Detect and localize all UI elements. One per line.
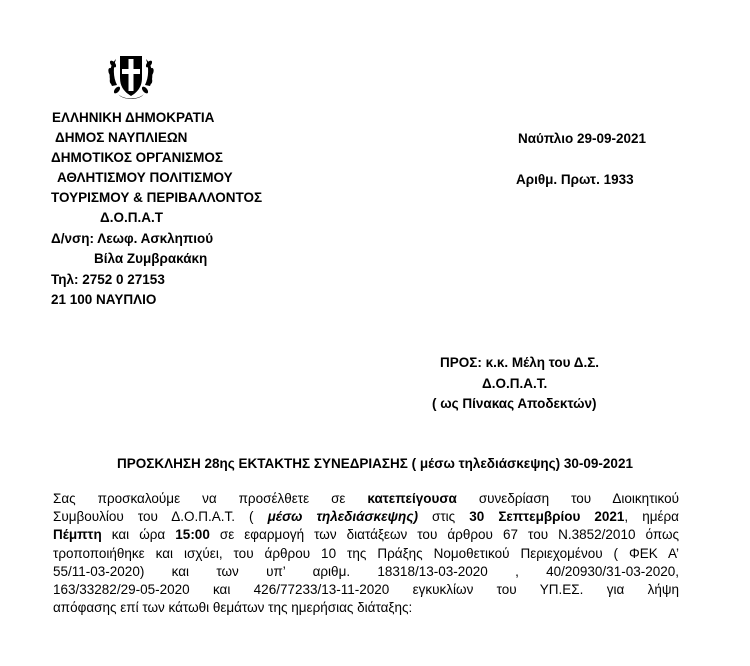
body-text: και ώρα — [101, 527, 176, 543]
body-text: Συμβουλίου του Δ.Ο.Π.Α.Τ. ( — [53, 509, 268, 525]
body-line: απόφασης επί των κάτωθι θεμάτων της ημερήσιας διάταξης: — [53, 600, 413, 616]
teleconference-emphasis: μέσω τηλεδιάσκεψης) — [267, 509, 418, 525]
body-line: 163/33282/29-05-2020 και 426/77233/13-11-2020 εγκυκλίων του ΥΠ.ΕΣ. για λήψη — [53, 582, 679, 598]
org-country: ΕΛΛΗΝΙΚΗ ΔΗΜΟΚΡΑΤΙΑ — [52, 110, 215, 125]
body-text: Σας προσκαλούμε να προσέλθετε σε — [53, 491, 368, 506]
meeting-day-emphasis: Πέμπτη — [53, 527, 102, 543]
org-address: Δ/νση: Λεωφ. Ασκληπιού — [51, 231, 214, 246]
recipient-note: ( ως Πίνακας Αποδεκτών) — [432, 396, 597, 411]
greek-coat-of-arms-icon — [102, 48, 160, 108]
body-line — [53, 508, 679, 526]
body-text: , ημέρα — [624, 509, 679, 525]
org-building: Βίλα Ζυμβρακάκη — [94, 251, 208, 266]
body-line: τροποποιήθηκε και ισχύει, του άρθρου 10 της Πράξης Νομοθετικού Περιεχομένου ( ΦΕΚ Α’ — [53, 545, 679, 561]
body-line — [53, 490, 679, 508]
recipient-org: Δ.Ο.Π.Α.Τ. — [482, 376, 548, 391]
org-name-line3: ΤΟΥΡΙΣΜΟΥ & ΠΕΡΙΒΑΛΛΟΝΤΟΣ — [51, 190, 263, 205]
invitation-title: ΠΡΟΣΚΛΗΣΗ 28ης ΕΚΤΑΚΤΗΣ ΣΥΝΕΔΡΙΑΣΗΣ ( μέσω τηλεδιάσκεψης) 30-09-2021 — [117, 456, 633, 471]
body-line: 55/11-03-2020) και των υπ’ αριθμ. 18318/13-03-2020 , 40/20930/31-03-2020, — [53, 563, 679, 579]
org-name-line2: ΑΘΛΗΤΙΣΜΟΥ ΠΟΛΙΤΙΣΜΟΥ — [57, 170, 233, 185]
org-postal: 21 100 ΝΑΥΠΛΙΟ — [51, 292, 157, 307]
body-line — [53, 526, 679, 544]
meeting-date-emphasis: 30 Σεπτεμβρίου 2021 — [469, 509, 625, 525]
body-text: συνεδρίαση του Διοικητικού — [456, 491, 679, 506]
protocol-number: Αριθμ. Πρωτ. 1933 — [516, 172, 634, 187]
org-municipality: ΔΗΜΟΣ ΝΑΥΠΛΙΕΩΝ — [55, 130, 188, 145]
org-name-line1: ΔΗΜΟΤΙΚΟΣ ΟΡΓΑΝΙΣΜΟΣ — [51, 150, 224, 165]
recipient-line: ΠΡΟΣ: κ.κ. Μέλη του Δ.Σ. — [440, 355, 600, 370]
body-text: στις — [417, 509, 470, 525]
invitation-body — [53, 490, 679, 617]
org-acronym: Δ.Ο.Π.Α.Τ — [100, 210, 163, 225]
meeting-time-emphasis: 15:00 — [175, 527, 210, 543]
urgent-emphasis: κατεπείγουσα — [367, 491, 457, 506]
org-phone: Τηλ: 2752 0 27153 — [51, 272, 165, 287]
document-date: Ναύπλιο 29-09-2021 — [518, 131, 647, 146]
body-text: σε εφαρμογή των διατάξεων του άρθρου 67 του Ν.3852/2010 όπως — [209, 527, 679, 543]
